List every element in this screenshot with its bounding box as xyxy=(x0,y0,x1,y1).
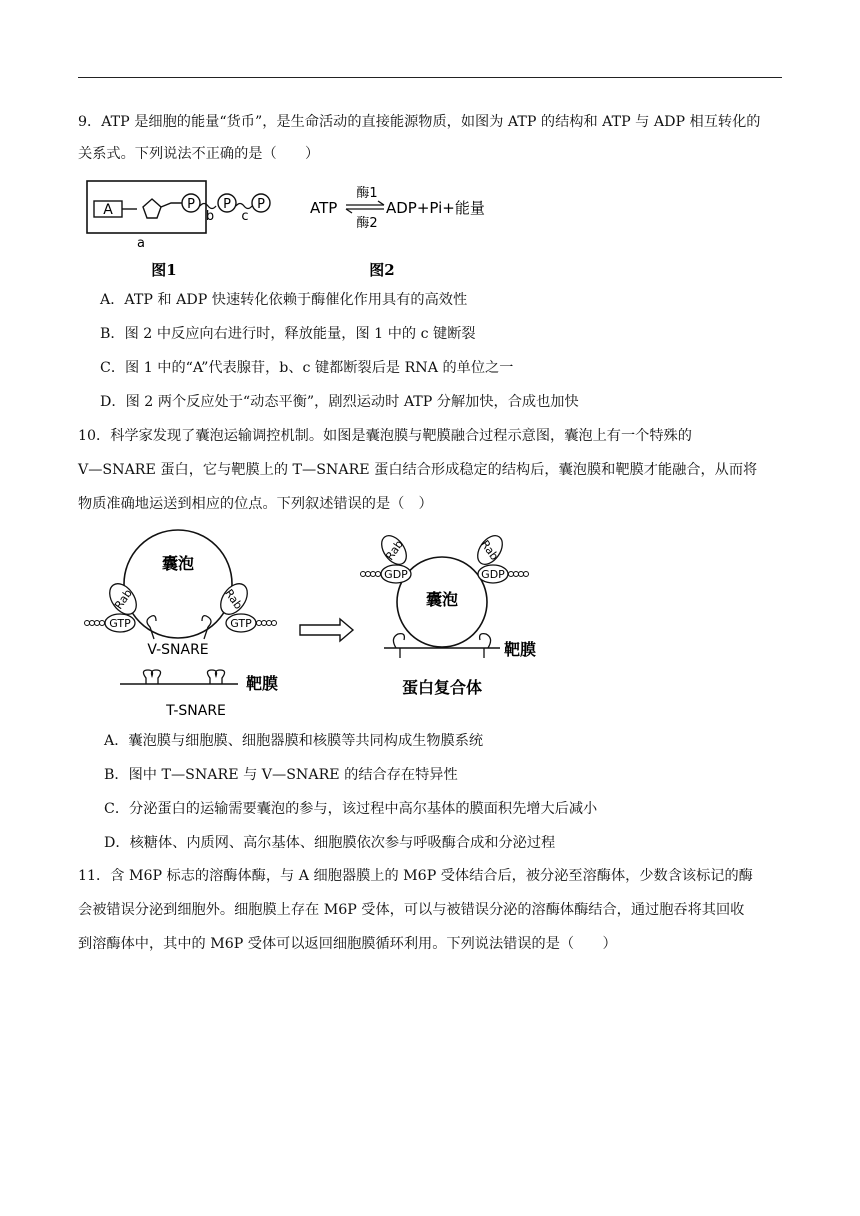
q9-figure xyxy=(80,176,500,280)
protein-complex-label: 蛋白复合体 xyxy=(401,678,483,697)
enzyme1-label: 酶1 xyxy=(356,186,378,201)
enzyme2-label: 酶2 xyxy=(356,216,378,231)
bond-label-c: c xyxy=(241,209,249,224)
bracket-label-a: a xyxy=(137,236,145,251)
ribose-pentagon xyxy=(143,199,161,218)
q10-stem-line1: 10．科学家发现了囊泡运输调控机制。如图是囊泡膜与靶膜融合过程示意图，囊泡上有一个特殊的 xyxy=(78,428,692,444)
svg-text:Rab: Rab xyxy=(112,586,135,612)
svg-text:P: P xyxy=(223,197,231,212)
q10-option-b: B．图中 T—SNARE 与 V—SNARE 的结合存在特异性 xyxy=(104,767,458,783)
vesicle-after-fusion xyxy=(361,531,537,697)
q9-option-c: C．图 1 中的“A”代表腺苷，b、c 键都断裂后是 RNA 的单位之一 xyxy=(100,360,514,376)
svg-text:P: P xyxy=(187,197,195,212)
adenine-label: A xyxy=(103,202,113,218)
q10-figure xyxy=(78,527,548,723)
svg-text:GTP: GTP xyxy=(109,617,131,630)
q9-stem-line2: 关系式。下列说法不正确的是（ ） xyxy=(78,146,320,162)
fig1-caption: 图1 xyxy=(151,261,177,279)
q9-option-b: B．图 2 中反应向右进行时，释放能量，图 1 中的 c 键断裂 xyxy=(100,326,476,342)
q9-option-d: D．图 2 两个反应处于“动态平衡”，剧烈运动时 ATP 分解加快，合成也加快 xyxy=(100,394,579,410)
svg-text:Rab: Rab xyxy=(383,537,406,563)
q11-stem-line2: 会被错误分泌到细胞外。细胞膜上存在 M6P 受体，可以与被错误分泌的溶酶体酶结合，通过胞吞将其回收 xyxy=(78,902,745,918)
v-snare-label: V-SNARE xyxy=(147,642,209,658)
process-arrow xyxy=(300,619,353,641)
target-membrane-label-2: 靶膜 xyxy=(504,640,537,659)
q10-option-d: D．核糖体、内质网、高尔基体、细胞膜依次参与呼吸酶合成和分泌过程 xyxy=(104,835,556,851)
atp-adp-conversion-figure xyxy=(310,186,485,279)
vesicle-circle xyxy=(124,530,232,638)
q9-option-a: A．ATP 和 ADP 快速转化依赖于酶催化作用具有的高效性 xyxy=(100,292,468,308)
q10-stem-line2: V—SNARE 蛋白，它与靶膜上的 T—SNARE 蛋白结合形成稳定的结构后，囊泡膜和靶膜才能融合，从而将 xyxy=(78,462,758,478)
bond-label-b: b xyxy=(205,209,215,224)
vesicle-before-fusion xyxy=(85,530,279,719)
q10-stem-line3: 物质准确地运送到相应的位点。下列叙述错误的是（ ） xyxy=(78,496,433,512)
svg-text:GTP: GTP xyxy=(230,617,252,630)
atp-structure-figure xyxy=(87,181,270,279)
svg-text:GDP: GDP xyxy=(384,568,408,581)
q11-stem-line3: 到溶酶体中，其中的 M6P 受体可以返回细胞膜循环利用。下列说法错误的是（ ） xyxy=(78,936,617,952)
svg-text:Rab: Rab xyxy=(222,586,245,612)
q10-option-c: C．分泌蛋白的运输需要囊泡的参与，该过程中高尔基体的膜面积先增大后减小 xyxy=(104,801,598,817)
fig2-caption: 图2 xyxy=(369,261,395,279)
header-rule xyxy=(78,77,782,78)
q9-stem-line1: 9．ATP 是细胞的能量“货币”，是生命活动的直接能源物质，如图为 ATP 的结构和 ATP 与 ADP 相互转化的 xyxy=(78,114,761,130)
svg-text:GDP: GDP xyxy=(481,568,505,581)
svg-text:P: P xyxy=(257,197,265,212)
equation-right: ADP+Pi+能量 xyxy=(386,199,485,217)
target-membrane-label: 靶膜 xyxy=(246,674,279,693)
t-snare-label: T-SNARE xyxy=(166,703,226,719)
vesicle-label: 囊泡 xyxy=(161,554,195,573)
q10-option-a: A．囊泡膜与细胞膜、细胞器膜和核膜等共同构成生物膜系统 xyxy=(104,733,484,749)
equation-left: ATP xyxy=(310,199,338,217)
vesicle-label-2: 囊泡 xyxy=(425,590,459,609)
svg-text:Rab: Rab xyxy=(478,537,501,563)
q11-stem-line1: 11．含 M6P 标志的溶酶体酶，与 A 细胞器膜上的 M6P 受体结合后，被分泌至溶酶体，少数含该标记的酶 xyxy=(78,868,753,884)
